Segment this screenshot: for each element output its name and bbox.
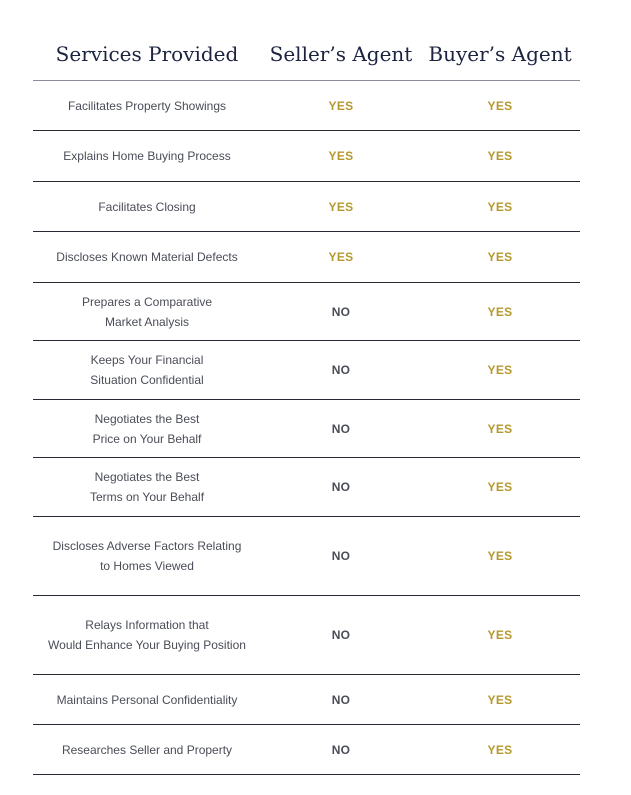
buyer-agent-value: YES bbox=[487, 199, 513, 214]
seller-agent-value: NO bbox=[331, 549, 351, 563]
buyer-agent-value: YES bbox=[487, 549, 513, 563]
table-row bbox=[33, 81, 580, 131]
buyer-agent-value: YES bbox=[487, 250, 513, 264]
table-row bbox=[33, 458, 580, 517]
table-row bbox=[33, 283, 580, 341]
table-body bbox=[33, 81, 580, 775]
header-sellers-agent: Seller’s Agent bbox=[269, 42, 413, 66]
service-label: Discloses Known Material Defects bbox=[56, 250, 238, 264]
buyer-agent-value: YES bbox=[487, 421, 513, 436]
services-comparison-table bbox=[33, 0, 580, 775]
seller-agent-value: YES bbox=[328, 98, 354, 113]
service-label: Facilitates Closing bbox=[98, 199, 196, 214]
buyer-agent-value: YES bbox=[487, 742, 513, 757]
table-row bbox=[33, 596, 580, 675]
service-label: Facilitates Property Showings bbox=[67, 98, 227, 113]
table-row bbox=[33, 341, 580, 400]
service-label: Maintains Personal Confidentiality bbox=[56, 692, 238, 707]
table-row bbox=[33, 517, 580, 596]
buyer-agent-value: YES bbox=[487, 98, 513, 113]
buyer-agent-value: YES bbox=[487, 692, 513, 707]
service-label: Relays Information that Would Enhance Your Buying Position bbox=[48, 618, 246, 652]
seller-agent-value: NO bbox=[331, 628, 351, 642]
header-services-provided: Services Provided bbox=[55, 42, 239, 66]
seller-agent-value: NO bbox=[331, 363, 351, 377]
buyer-agent-value: YES bbox=[487, 363, 513, 377]
buyer-agent-value: YES bbox=[487, 480, 513, 494]
table-header bbox=[33, 0, 580, 81]
table-row bbox=[33, 131, 580, 182]
buyer-agent-value: YES bbox=[487, 149, 513, 163]
seller-agent-value: NO bbox=[331, 742, 351, 757]
table-row bbox=[33, 400, 580, 458]
service-label: Researches Seller and Property bbox=[61, 742, 233, 757]
service-label: Negotiates the Best Price on Your Behalf bbox=[92, 411, 202, 446]
table-row bbox=[33, 232, 580, 283]
service-label: Prepares a Comparative Market Analysis bbox=[81, 294, 213, 329]
seller-agent-value: YES bbox=[328, 250, 354, 264]
service-label: Keeps Your Financial Situation Confidential bbox=[90, 353, 204, 387]
service-label: Discloses Adverse Factors Relating to Homes Viewed bbox=[52, 539, 242, 573]
seller-agent-value: YES bbox=[328, 149, 354, 163]
buyer-agent-value: YES bbox=[487, 304, 513, 319]
buyer-agent-value: YES bbox=[487, 628, 513, 642]
seller-agent-value: NO bbox=[331, 692, 351, 707]
seller-agent-value: NO bbox=[331, 304, 351, 319]
table-row bbox=[33, 182, 580, 232]
seller-agent-value: YES bbox=[328, 199, 354, 214]
service-label: Negotiates the Best Terms on Your Behalf bbox=[89, 470, 205, 504]
table-row bbox=[33, 675, 580, 725]
table-row bbox=[33, 725, 580, 775]
seller-agent-value: NO bbox=[331, 421, 351, 436]
header-buyers-agent: Buyer’s Agent bbox=[428, 42, 572, 66]
seller-agent-value: NO bbox=[331, 480, 351, 494]
service-label: Explains Home Buying Process bbox=[63, 149, 231, 163]
